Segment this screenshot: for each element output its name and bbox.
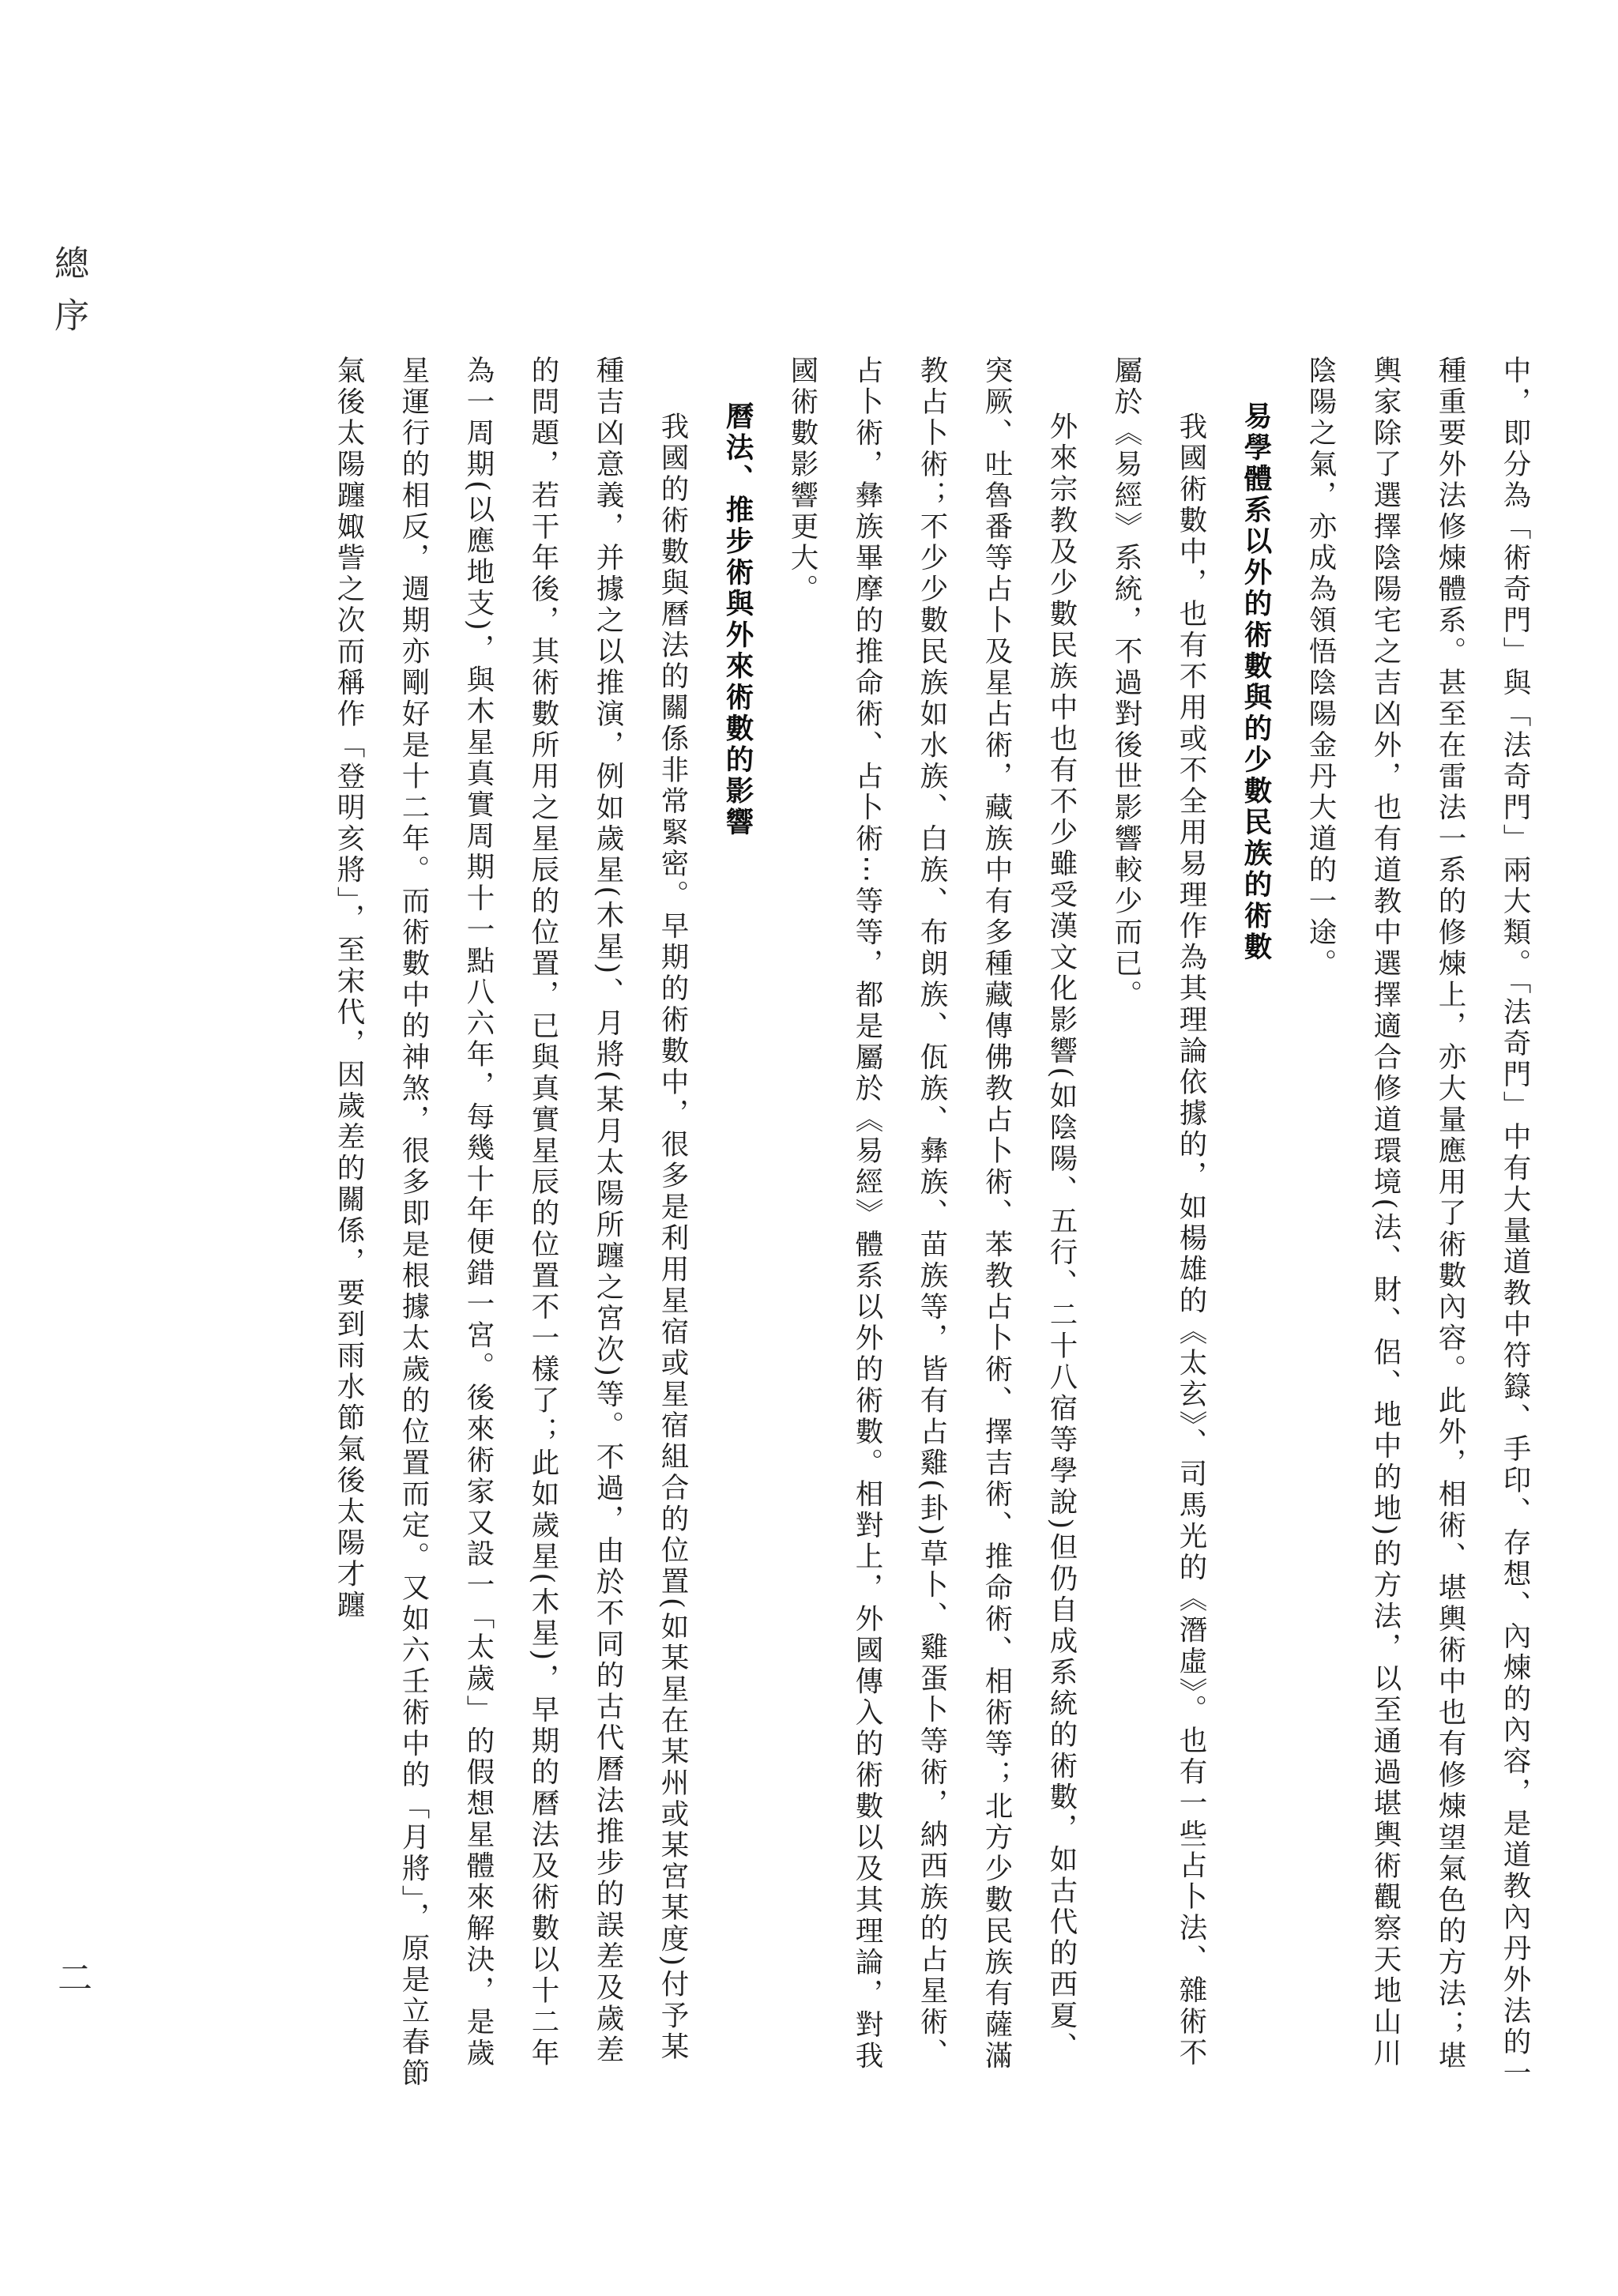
body-text xyxy=(62,356,1547,2094)
paragraph-continued: 中，即分為「術奇門」與「法奇門」兩大類。「法奇門」中有大量道教中符籙、手印、存想、內煉的內容，是道教內丹外法的一種重要外法修煉體系。甚至在雷法一系的修煉上，亦大量應用了術數內容。此外，相術、堪輿術中也有修煉望氣色的方法；堪輿家除了選擇陰陽宅之吉凶外，也有道教中選擇適合修道環境(法、財、侶、地中的地)的方法，以至通過堪輿術觀察天地山川陰陽之氣，亦成為領悟陰陽金丹大道的一途。 xyxy=(1304,356,1531,2090)
paragraph-calendar-shushu: 我國的術數與曆法的關係非常緊密。早期的術數中，很多是利用星宿或星宿組合的位置(如某星在某州或某宮某度)付予某種吉凶意義，并據之以推演，例如歲星(木星)、月將(某月太陽所躔之宮次)等。不過，由於不同的古代曆法推步的誤差及歲差的問題，若干年後，其術數所用之星辰的位置，已與真實星辰的位置不一樣了；此如歲星(木星)，早期的曆法及術數以十二年為一周期(以應地支)，與木星真實周期十一點八六年，每幾十年便錯一宮。後來術家又設一「太歲」的假想星體來解決，是歲星運行的相反，週期亦剛好是十二年。而術數中的神煞，很多即是根據太歲的位置而定。又如六壬術中的「月將」，原是立春節氣後太陽躔娵訾之次而稱作「登明亥將」，至宋代，因歲差的關係，要到雨水節氣後太陽才躔 xyxy=(333,356,689,2090)
page-number: 二 xyxy=(51,1959,92,1994)
paragraph-non-yijing-shushu: 我國術數中，也有不用或不全用易理作為其理論依據的，如楊雄的《太玄》、司馬光的《潛虛》。也有一些占卜法、雜術不屬於《易經》系統，不過對後世影響較少而已。 xyxy=(1110,356,1207,2069)
paragraph-minority-shushu: 外來宗教及少數民族中也有不少雖受漢文化影響(如陰陽、五行、二十八宿等學說)但仍自成系統的術數，如古代的西夏、突厥、吐魯番等占卜及星占術，藏族中有多種藏傳佛教占卜術、苯教占卜術、擇吉術、推命術、相術等；北方少數民族有薩滿教占卜術；不少少數民族如水族、白族、布朗族、佤族、彝族、苗族等，皆有占雞(卦)草卜、雞蛋卜等術，納西族的占星術、占卜術，彝族畢摩的推命術、占卜術⋯等等，都是屬於《易經》體系以外的術數。相對上，外國傳入的術數以及其理論，對我國術數影響更大。 xyxy=(786,356,1078,2072)
section-heading-non-yijing: 易學體系以外的術數與的少數民族的術數 xyxy=(1240,401,1272,963)
section-heading-calendar: 曆法、推步術與外來術數的影響 xyxy=(721,401,754,838)
running-header: 總序 xyxy=(48,245,88,349)
